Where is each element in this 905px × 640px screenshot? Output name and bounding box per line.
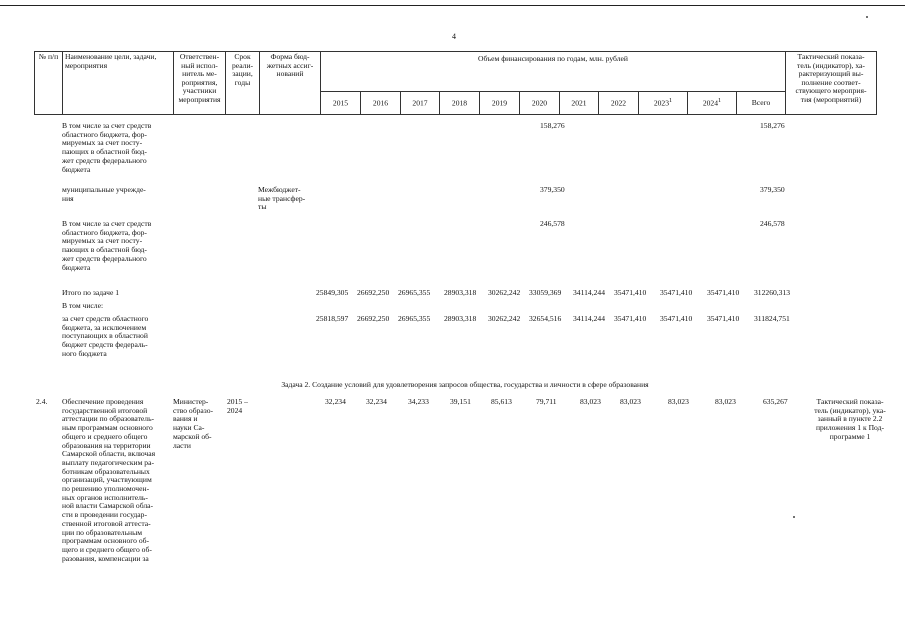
header-year: 2016 (361, 91, 401, 114)
header-term: Срок реали- зации, годы (226, 52, 260, 115)
row-regional-2016: 26692,250 (357, 314, 390, 323)
row-total-task1-total: 312260,313 (754, 288, 791, 297)
item24-2017: 34,233 (408, 397, 429, 406)
header-indicator: Тактический показа- тель (индикатор), ха- рактеризующий вы- полнение соответ- ствующего мероприя- тия (мероприятий) (786, 52, 877, 115)
header-responsible: Ответствен- ный испол- нитель ме- роприятия, участники мероприятия (174, 52, 226, 115)
row-municipal-form: Межбюджет- ные трансфер- ты (258, 186, 306, 212)
row-regional-2024: 35471,410 (707, 314, 740, 323)
scan-speck (866, 16, 868, 18)
row-fed-funds-2-name: В том числе за счет средств областного бюджета, фор- мируемых за счет посту- пающих в областной бюд- жет средств федерального бюджета (62, 220, 152, 272)
header-year: 2017 (401, 91, 440, 114)
item24-responsible: Министер- ство образо- вания и науки Са- марской об- ласти (173, 398, 214, 450)
header-year: 2019 (480, 91, 520, 114)
item24-2021: 83,023 (580, 397, 601, 406)
row-regional-2015: 25818,597 (316, 314, 349, 323)
header-year: 2021 (560, 91, 599, 114)
top-rule (0, 5, 905, 6)
row-fed-funds-2-total: 246,578 (760, 219, 785, 228)
header-name: Наименование цели, задачи, мероприятия (63, 52, 174, 115)
row-total-task1-2024: 35471,410 (707, 288, 740, 297)
row-municipal-name: муниципальные учрежде- ния (62, 186, 146, 203)
row-municipal-2020: 379,350 (540, 185, 565, 194)
item24-2024: 83,023 (715, 397, 736, 406)
row-total-task1-2015: 25849,305 (316, 288, 349, 297)
row-fed-funds-2-2020: 246,578 (540, 219, 565, 228)
page-number: 4 (452, 32, 456, 41)
item24-number: 2.4. (36, 398, 48, 406)
header-year: 2018 (440, 91, 480, 114)
item24-2020: 79,711 (536, 397, 557, 406)
row-total-task1-2016: 26692,250 (357, 288, 390, 297)
item24-2018: 39,151 (450, 397, 471, 406)
item24-2015: 32,234 (325, 397, 346, 406)
table-header (34, 51, 877, 115)
row-total-task1-2020: 33059,369 (529, 288, 562, 297)
row-regional-2022: 35471,410 (614, 314, 647, 323)
row-total-task1-name: Итого по задаче 1 (62, 289, 120, 297)
row-total-task1-2022: 35471,410 (614, 288, 647, 297)
item24-2023: 83,023 (668, 397, 689, 406)
row-total-task1-2017: 26965,355 (398, 288, 431, 297)
row-regional-name: за счет средств областного бюджета, за исключением поступающих в областной бюджет средств федераль- ного бюджета (62, 315, 149, 358)
scan-speck (793, 516, 795, 518)
header-total: Всего (737, 91, 786, 114)
row-regional-2019: 30262,242 (488, 314, 521, 323)
row-regional-2021: 34114,244 (573, 314, 605, 323)
row-regional-2017: 26965,355 (398, 314, 431, 323)
header-funding: Объем финансирования по годам, млн. рублей (321, 52, 786, 92)
header-form: Форма бюд- жетных ассиг- нований (260, 52, 321, 115)
item24-2022: 83,023 (620, 397, 641, 406)
row-regional-2018: 28903,318 (444, 314, 477, 323)
header-year: 2023$^1$ (639, 91, 688, 114)
item24-2016: 32,234 (366, 397, 387, 406)
row-total-task1-2018: 28903,318 (444, 288, 477, 297)
row-regional-total: 311824,751 (754, 314, 790, 323)
header-year: 2024$^1$ (688, 91, 737, 114)
header-year: 2022 (599, 91, 639, 114)
row-regional-2020: 32654,516 (529, 314, 562, 323)
row-fed-funds-1-total: 158,276 (760, 121, 785, 130)
header-year: 2020 (520, 91, 560, 114)
task2-heading: Задача 2. Создание условий для удовлетворения запросов общества, государства и личности в сфере образования (281, 380, 649, 389)
row-regional-2023: 35471,410 (660, 314, 693, 323)
item24-indicator: Тактический показа- тель (индикатор), ука- занный в пункте 2.2 приложения 1 к Под- программе 1 (814, 398, 886, 441)
row-municipal-total: 379,350 (760, 185, 785, 194)
item24-name: Обеспечение проведения государственной итоговой аттестации по образователь- ным программам основного общего и среднего общего образования на территории Самарской области, включая выплату педагогическим ра- ботникам образовательных организаций, участвующим по решению уполномочен- ных органов исполнитель- ной власти Самарской обла- сти в проведении государ- ственной итоговой аттеста- ции по образовательным программам основного об- щего и среднего общего об- разования, компенсации за (62, 398, 156, 563)
row-total-task1-2019: 30262,242 (488, 288, 521, 297)
row-including-label: В том числе: (62, 302, 104, 310)
header-year: 2015 (321, 91, 361, 114)
header-num: № п/п (35, 52, 63, 115)
row-fed-funds-1-2020: 158,276 (540, 121, 565, 130)
row-total-task1-2023: 35471,410 (660, 288, 693, 297)
item24-2019: 85,613 (491, 397, 512, 406)
row-total-task1-2021: 34114,244 (573, 288, 605, 297)
item24-total: 635,267 (763, 397, 788, 406)
item24-term: 2015 – 2024 (227, 398, 248, 415)
row-fed-funds-1-name: В том числе за счет средств областного бюджета, фор- мируемых за счет посту- пающих в областной бюд- жет средств федерального бюджета (62, 122, 152, 174)
